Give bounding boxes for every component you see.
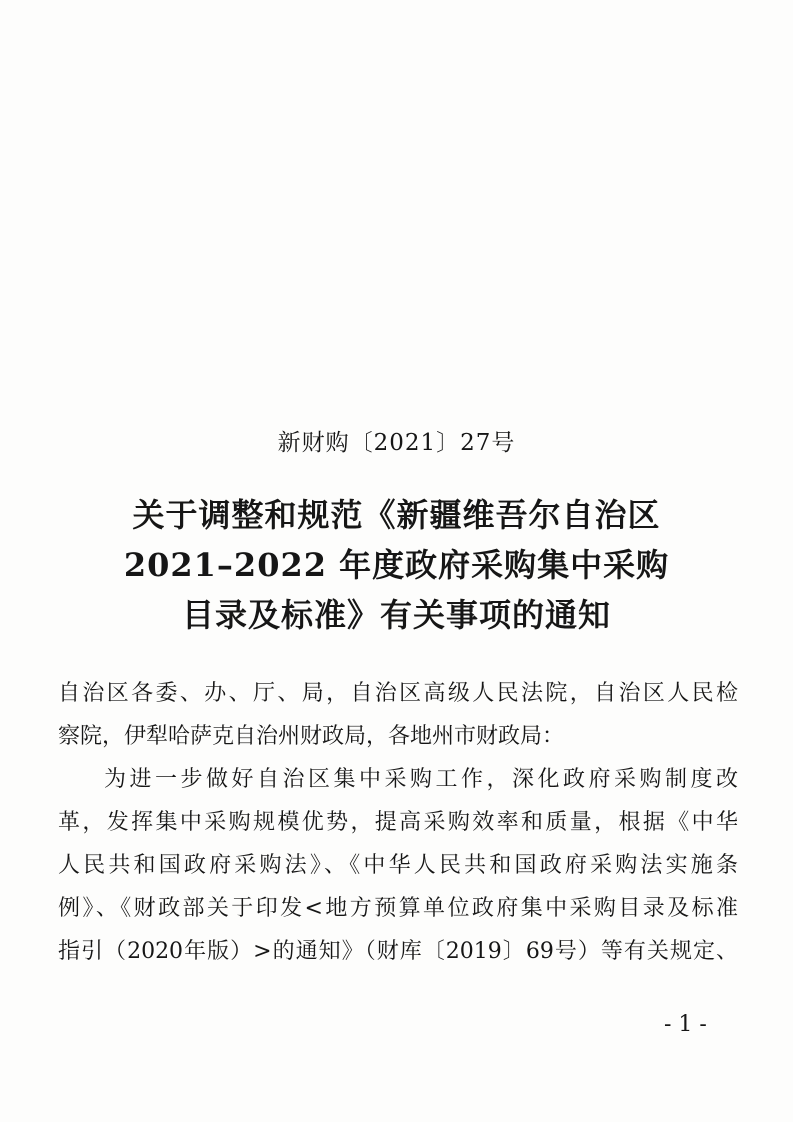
addressee-line-2: 察院，伊犁哈萨克自治州财政局，各地州市财政局： bbox=[58, 724, 565, 749]
paragraph-line-3: 人民共和国政府采购法》、《中华人民共和国政府采购法实施条 bbox=[58, 853, 738, 878]
title-line-2: 2021–2022 年度政府采购集中采购 bbox=[123, 546, 670, 584]
paragraph-line-4: 例》、《财政部关于印发<地方预算单位政府集中采购目录及标准 bbox=[58, 896, 738, 921]
addressee-line-1: 自治区各委、办、厅、局，自治区高级人民法院，自治区人民检 bbox=[58, 681, 738, 706]
paragraph-line-1: 为进一步做好自治区集中采购工作，深化政府采购制度改 bbox=[104, 767, 738, 792]
document-title bbox=[0, 490, 793, 640]
title-line-3: 目录及标准》有关事项的通知 bbox=[181, 596, 611, 634]
page-number: - 1 - bbox=[664, 1012, 707, 1037]
paragraph-line-5: 指引（2020年版）>的通知》（财库〔2019〕69号）等有关规定、 bbox=[58, 939, 738, 964]
document-number: 新财购〔2021〕27号 bbox=[277, 430, 516, 456]
paragraph-line-2: 革，发挥集中采购规模优势，提高采购效率和质量，根据《中华 bbox=[58, 810, 738, 835]
title-line-1: 关于调整和规范《新疆维吾尔自治区 bbox=[132, 496, 661, 534]
document-body bbox=[58, 672, 738, 973]
